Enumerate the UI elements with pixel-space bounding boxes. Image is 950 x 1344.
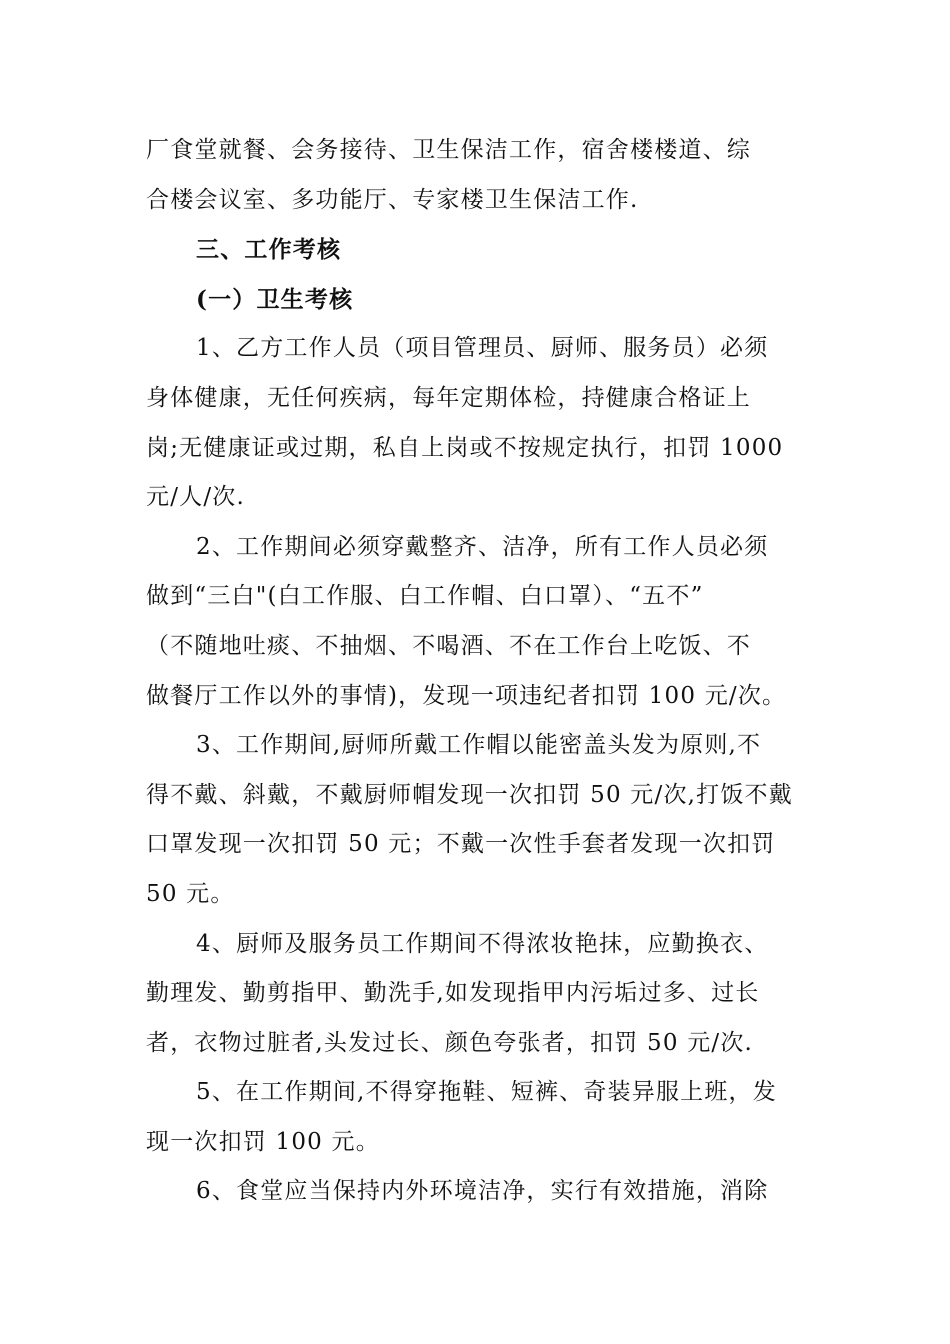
item-3-line: 50 元。	[146, 880, 235, 907]
item-1-line: 岗;无健康证或过期，私自上岗或不按规定执行，扣罚 1000	[146, 434, 784, 461]
item-1-line: 元/人/次.	[146, 484, 246, 511]
item-1-line: 身体健康，无任何疾病，每年定期体检，持健康合格证上	[146, 384, 751, 411]
item-4-line: 4、厨师及服务员工作期间不得浓妆艳抹，应勤换衣、	[196, 930, 769, 957]
item-2-line: （不随地吐痰、不抽烟、不喝酒、不在工作台上吃饭、不	[146, 632, 751, 659]
item-3-line: 3、工作期间,厨师所戴工作帽以能密盖头发为原则,不	[196, 732, 762, 759]
text-line: 合楼会议室、多功能厅、专家楼卫生保洁工作.	[146, 186, 639, 213]
document-body	[146, 126, 806, 1217]
text-line: 厂食堂就餐、会务接待、卫生保洁工作，宿舍楼楼道、综	[146, 137, 751, 163]
item-2-line: 做到“三白"(白工作服、白工作帽、白口罩）、“五不”	[146, 583, 704, 610]
item-6-line: 6、食堂应当保持内外环境洁净，实行有效措施，消除	[196, 1178, 769, 1205]
item-3-line: 口罩发现一次扣罚 50 元；不戴一次性手套者发现一次扣罚	[146, 831, 776, 858]
subsection-heading: (一）卫生考核	[196, 285, 354, 313]
item-4-line: 勤理发、勤剪指甲、勤洗手,如发现指甲内污垢过多、过长	[146, 980, 760, 1007]
section-heading: 三、工作考核	[196, 236, 342, 264]
item-2-line: 2、工作期间必须穿戴整齐、洁净，所有工作人员必须	[196, 533, 769, 560]
item-5-line: 现一次扣罚 100 元。	[146, 1128, 380, 1155]
item-4-line: 者，衣物过脏者,头发过长、颜色夸张者，扣罚 50 元/次.	[146, 1029, 754, 1056]
item-5-line: 5、在工作期间,不得穿拖鞋、短裤、奇装异服上班，发	[196, 1079, 777, 1106]
item-2-line: 做餐厅工作以外的事情)，发现一项违纪者扣罚 100 元/次。	[146, 682, 787, 709]
item-3-line: 得不戴、斜戴，不戴厨师帽发现一次扣罚 50 元/次,打饭不戴	[146, 781, 793, 808]
item-1-line: 1、乙方工作人员（项目管理员、厨师、服务员）必须	[196, 335, 769, 362]
